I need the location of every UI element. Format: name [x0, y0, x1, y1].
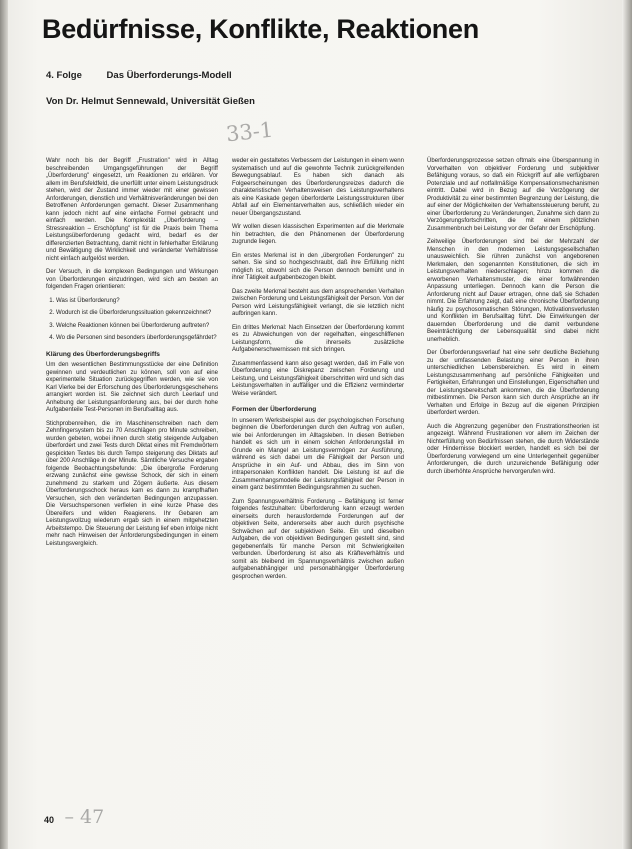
paragraph: Zum Spannungsverhältnis Forderung – Befähigung ist ferner folgendes festzuhalten: Überforderung kann erzeugt werden einerseits durch herausfordernde Forderungen auf der objektiven Seite, andererseits aber auch durch psychische Schwächen auf der subjektiven Seite. Ein und dieselben Aufgaben, die von objektiven Bedingungen gestellt sind, sind gegebenenfalls für manche Person mit Schwierigkeiten verbunden. Überforderung ist also als Kräfteverhältnis und somit als bleibend im Spannungsverhältnis zwischen außen aufgabenabhängiger und personabhängiger Überforderung gesprochen werden.: [232, 498, 404, 580]
page-number: 40: [44, 815, 55, 825]
section-heading: Klärung des Überforderungsbegriffs: [46, 350, 160, 358]
paragraph: Das zweite Merkmal besteht aus dem ansprechenden Verhalten zwischen Forderung und Leistungsfähigkeit der Person. Von der Person wird Leistungsfähigkeit verlangt, die sie letztlich nicht aufbringen kann.: [232, 288, 404, 317]
paragraph: Um den wesentlichen Bestimmungsstücke der eine Definition gewinnen und verdeutlichen zu können, soll von auf eine experimentelle Situation zurückgegriffen werden, wie sie von Karl Vierke bei der Erforschung des Überforderungsgeschehens arrangiert worden ist. Sie zeichnet sich durch Leerlauf und Anhebung der Leistungsanforderung aus, bei der durch hohe Aufgabenteile Test-Personen im Berufsalltag aus.: [46, 362, 218, 413]
text-column-1: [46, 158, 218, 554]
handwritten-page-annotation: – 47: [64, 806, 105, 828]
paragraph: Der Versuch, in die komplexen Bedingungen und Wirkungen von Überforderungen einzudringen, wird sich am besten an folgenden Fragen orientieren:: [46, 269, 218, 290]
paragraph: Überforderungsprozesse setzen oftmals eine Überspannung in Vorverhalten von objektiver Forderung und subjektiver Befähigung voraus, so daß ein Rückgriff auf alle verfügbaren Potenziale und auf notfallmäßige Kompensationsmechanismen eintritt. Dabei wird in Bezug auf die Verzögerung der Produktivität zu einer bestimmten Begrenzung der Leistung, die auf einer der Möglichkeiten der Verhaltenssteuerung beruht, zu einer Überforderung zu Veränderungen, Zunahme sich dann zu Verzögerungsfortschritten, die mit einem plötzlichen Zusammenbruch bei Leistung vor der Gefahr der Erschöpfung.: [427, 158, 599, 232]
text-column-2: [232, 158, 404, 587]
paragraph: Zeitweilige Überforderungen sind bei der Mehrzahl der Menschen in den modernen Leistungsgesellschaften unausweichlich. Sie rühren zunächst von angeborenen Merkmalen, den sogenannten Konstitutionen, die sich im Leistungsverhalten niederschlagen; hinzu kommen die erworbenen Verhaltensmuster, die einer fortwährenden Anpassung unterliegen. Dennoch kann die Person die Anforderung nicht auf Dauer ertragen, ohne daß sie Schaden nimmt. Die Erfahrung zeigt, daß eine chronische Überforderung häufig zu psychosomatischen Störungen, Motivationsverlusten und Konflikten im Berufsalltag führt. Die Einwirkungen der dauernden Überforderung und die damit verbundene Beeinträchtigung der Lebensqualität sind dabei nicht unerheblich.: [427, 239, 599, 343]
paragraph: Ein drittes Merkmal: Nach Einsetzen der Überforderung kommt es zu Abweichungen von der regelhaften, eingeschliffenen Leistungsform, die ihrerseits zusätzliche Aufgabenerschwernissen mit sich bringen.: [232, 324, 404, 353]
paragraph: Auch die Abgrenzung gegenüber den Frustrationstheorien ist angezeigt. Während Frustrationen vor allem im Zeichen der Nichterfüllung von Bedürfnissen stehen, die durch Widerstände oder Hindernisse blockiert werden, handelt es sich bei der Überforderung vorwiegend um eine Unterlegenheit gegenüber Anforderungen, die durch unzureichende Befähigung oder durch überhöhte Ansprüche hervorgerufen wird.: [427, 423, 599, 475]
question-item: 1. Was ist Überforderung?: [56, 298, 218, 306]
paragraph: Zusammenfassend kann also gesagt werden, daß im Falle von Überforderung eine Diskrepanz zwischen Forderung und Leistung, und Leistungsfähigkeit überschritten wird und sich das Leistungsverhalten in auffälliger und die Effizienz verminderter Weise verändert.: [232, 360, 404, 397]
page-gutter-shadow: [0, 0, 8, 849]
series-title: Das Überforderungs-Modell: [106, 70, 232, 81]
paragraph: Ein erstes Merkmal ist in den „übergroßen Forderungen" zu sehen. Sie sind so hochgeschraubt, daß ihre Erfüllung nicht möglich ist, obwohl sich die Person dennoch bemüht und in ihrer Tätigkeit aufgabenbezogen bleibt.: [232, 252, 404, 281]
article-title: Bedürfnisse, Konflikte, Reaktionen: [42, 14, 479, 44]
paragraph: Stichprobenreihen, die im Maschinenschreiben nach dem Zehnfingersystem bis zu 70 Anschlägen pro Minute schreiben, wurden gebeten, wobei ihnen durch stetig steigende Aufgaben überfordert und zwei Tests durch Diktat eines mit Fremdwörtern gespickten Textes bis durch Tempo steigerung des Diktats auf über 200 Anschläge in der Minute. Sämtliche Versuche ergaben folgende Beobachtungsbefunde: „Die übergroße Forderung erzwang zunächst eine gewisse Schock, der sich in einem zunehmend zu starkem und Zögern äußerte. Aus diesem Überforderungsschock heraus kam es dann zu krampfhaften Versuchen, sich den veränderten Bedingungen anzupassen. Die Versuchspersonen verfielen in eine kurze Phase des Übereifers und wilden Reagierens. Ihr Gebaren am Leistungsvollzug wiederum ergab sich in einem mitgehetzten Arbeitstempo. Die Steuerung der Leistung lief eben infolge nicht mehr nach Hinweisen der Anforderungsbedingungen in einem Leistungsvergleich.: [46, 420, 218, 547]
paragraph: weder ein gestaltetes Verbessern der Leistungen in einem wenn systematisch und auf die gewohnte Technik zurückgreifenden Bewegungsablauf. Es haben sich danach als Folgeerscheinungen des Überforderungsreizes dadurch die charakteristischen Verhaltensweisen des Leistungsverhaltens als eine Kaskade gegen überforderte Leistungsstrukturen über Abfall auf ein Elementarverhalten aus, schließlich wieder ein neuer Übergangszustand.: [232, 158, 404, 217]
page-edge-shadow: [622, 0, 632, 849]
series-number: 4. Folge: [46, 70, 82, 81]
series-line: [46, 70, 254, 81]
paragraph: Der Überforderungsverlauf hat eine sehr deutliche Beziehung zu der umfassenden Belastung einer Person in ihren unterschiedlichen Lebensbereichen. Es wird in einem Leistungszusammenhang auf persönliche Fähigkeiten und Fertigkeiten, Erfahrungen und Einstellungen, Eigenschaften und der Leistungsbereitschaft ankommen, die die Überforderung mitbestimmen. Die Person kann sich durch Ansprüche an ihr Verhalten und Erfolge in Bezug auf die eigenen Prinzipien überfordert werden.: [427, 350, 599, 416]
question-item: 2. Wodurch ist die Überforderungssituation gekennzeichnet?: [56, 310, 218, 318]
text-column-3: [427, 158, 599, 482]
paragraph: Wahr noch bis der Begriff „Frustration" wird in Alltag beschreibenden Umgangsgeführungen der Begriff „Überforderung" eingesetzt, um Reaktionen zu erklären. Vor allem im Berufsfeldfeld, die unerfüllt unter einem Leistungsdruck stehen, wird der Zustand immer wieder mit einer gewissen Anforderungen, dienstlich und Verhältnisveränderungen bei den Betroffenen Anforderungen gemacht. Dieser Zusammenhang kann jedoch nicht auf eine einfache Formel gebracht und einfach werden. Die Komplexität „Überforderung – Stressreaktion – Erschöpfung" ist für die Praxis beim Thema Leistungsüberforderung gedacht wird, bedarf es der differenzierten Betrachtung, damit nicht in fehlerhafter Erklärung und Bewältigung die Wirklichkeit und veränderter Verhältnisse nicht einfach aufgelöst werden.: [46, 158, 218, 262]
question-list: [46, 298, 218, 343]
paragraph: In unserem Werksbeispiel aus der psychologischen Forschung beginnen die Überforderungen durch den Auftrag von außen, wie bei Anforderungen im Alltagsleben. In diesen Betrieben handelt es sich um in einem solchen Anforderungsfall im Grunde ein Mangel an Leistungsvermögen zur Ausführung, während es sich dabei um die Fähigkeit der Person und Ansprüche in ein Auf- und Abbau, dies im Sinn von intrapersonalen Konflikten handelt. Die Leistung ist auf die Zusammenhangsmodelle der Leistungsfähigkeit der Person in einem ganz bestimmten Bedingungsrahmen zu suchen.: [232, 417, 404, 491]
author-line: Von Dr. Helmut Sennewald, Universität Gießen: [46, 96, 255, 107]
question-item: 3. Welche Reaktionen können bei Überforderung auftreten?: [56, 323, 218, 331]
paragraph: Wir wollen diesen klassischen Experimenten auf die Merkmale hin betrachten, die den Phänomenen der Überforderung zugrunde liegen.: [232, 224, 404, 245]
handwritten-annotation: 33-1: [224, 117, 275, 147]
question-item: 4. Wo die Personen sind besonders überforderungsgefährdet?: [56, 335, 218, 343]
page-footer: [44, 806, 104, 828]
section-heading: Formen der Überforderung: [232, 406, 317, 413]
